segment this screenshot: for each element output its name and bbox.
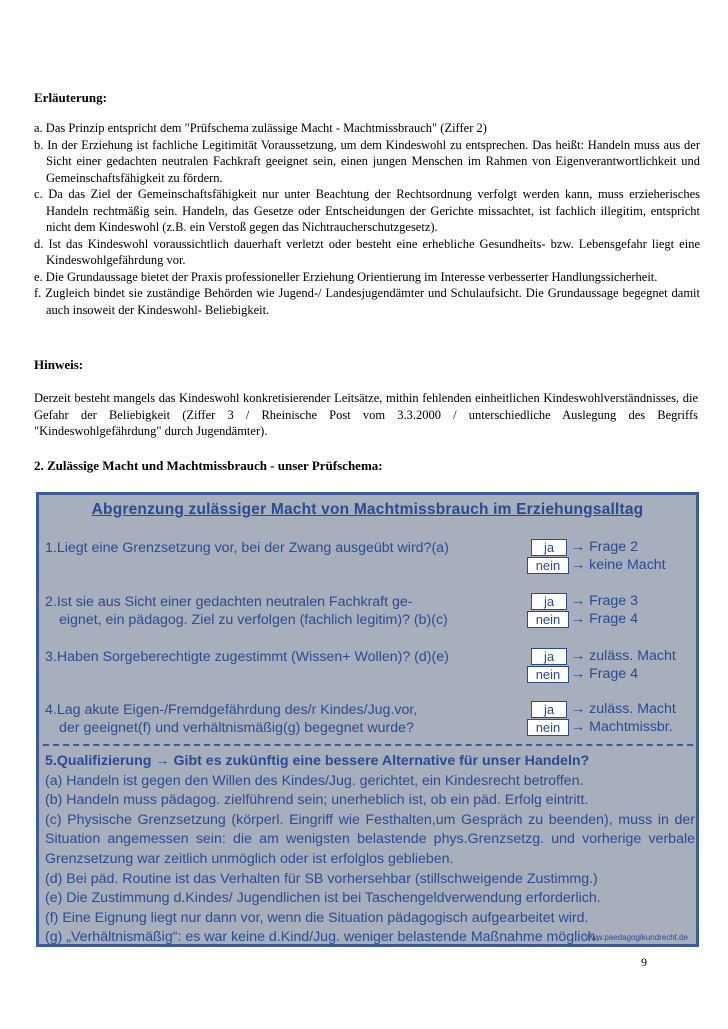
list-item: f. Zugleich bindet sie zuständige Behörden wie Jugend-/ Landesjugendämter und Schulaufsicht. Die Grundaussage begegnet damit auch insoweit der Kindeswohl- Beliebigkeit. bbox=[34, 286, 700, 317]
erlaeuterung-heading: Erläuterung: bbox=[34, 90, 107, 105]
answer-nein-row bbox=[527, 557, 697, 575]
schema-question-3 bbox=[45, 648, 449, 666]
ja-box: ja bbox=[531, 648, 567, 665]
nein-result: → Frage 4 bbox=[571, 611, 639, 627]
qualifizierung-heading: 5.Qualifizierung → Gibt es zukünftig eine bessere Alternative für unser Handeln? bbox=[45, 753, 590, 769]
qualifizierung-line: (f) Eine Eignung liegt nur dann vor, wenn die Situation pädagogisch aufgearbeitet wird. bbox=[45, 909, 589, 926]
qualifizierung-line: (d) Bei päd. Routine ist das Verhalten für SB vorhersehbar (stillschweigende Zustimmg.) bbox=[45, 870, 598, 887]
nein-result: → keine Macht bbox=[571, 557, 666, 573]
list-item: b. In der Erziehung ist fachliche Legitimität Voraussetzung, um dem Kindeswohl zu entsprechen. Das heißt: Handeln muss aus der Sicht einer gedachten neutralen Fachkraft geeignet sein, einen jungen Menschen im Rahmen von Eigenverantwortlichkeit und Gemeinschaftsfähigkeit zu fördern. bbox=[34, 137, 700, 185]
dashed-divider bbox=[43, 744, 693, 746]
list-item: c. Da das Ziel der Gemeinschaftsfähigkeit nur unter Beachtung der Rechtsordnung verfolgt werden kann, muss erzieherisches Handeln rechtmäßig sein. Handeln, das Gesetze oder Entscheidungen der Gerichte missachtet, ist fachlich illegitim, entspricht nicht dem Kindeswohl (z.B. ein Verstoß gegen das Nichtraucherschutzgesetz). bbox=[34, 187, 700, 234]
qualifizierung-line: (e) Die Zustimmung d.Kindes/ Jugendlichen ist bei Taschengeldverwendung erforderlich. bbox=[45, 890, 601, 907]
hinweis-heading: Hinweis: bbox=[34, 357, 84, 372]
watermark: www.paedagogikundrecht.de bbox=[585, 933, 688, 942]
answer-nein-row bbox=[527, 719, 697, 737]
nein-box: nein bbox=[527, 719, 569, 736]
hinweis-text: Derzeit besteht mangels das Kindeswohl konkretisierender Leitsätze, mithin fehlenden einheitlichen Kindeswohlverständnisses, die Gefahr der Beliebigkeit (Ziffer 3 / Rheinische Post vom 3.3.2000 / unterschiedliche Auslegung des Begriffs "Kindeswohlgefährdung" durch Jugendämter). bbox=[34, 391, 698, 438]
qualifizierung-line: (a) Handeln ist gegen den Willen des Kindes/Jug. gerichtet, ein Kindesrecht betroffen. bbox=[45, 772, 584, 789]
answer-ja-row bbox=[527, 539, 697, 557]
answer-group-1 bbox=[527, 539, 697, 575]
nein-box: nein bbox=[527, 611, 569, 628]
answer-ja-row bbox=[527, 648, 697, 666]
question-text: 4.Lag akute Eigen-/Fremdgefährdung des/r Kindes/Jug.vor, bbox=[45, 702, 418, 718]
nein-box: nein bbox=[527, 666, 569, 683]
answer-group-2 bbox=[527, 593, 697, 629]
qualifizierung-line: (b) Handeln muss pädagog. zielführend sein; unerheblich ist, ob ein päd. Erfolg eintritt. bbox=[45, 792, 589, 809]
ja-box: ja bbox=[531, 701, 567, 718]
question-text-cont: der geeignet(f) und verhältnismäßig(g) begegnet wurde? bbox=[59, 720, 414, 736]
answer-nein-row bbox=[527, 611, 697, 629]
answer-ja-row bbox=[527, 701, 697, 719]
ja-result: → Frage 2 bbox=[571, 539, 639, 555]
qualifizierung-line: (g) „Verhältnismäßig“: es war keine d.Kind/Jug. weniger belastende Maßnahme möglich. bbox=[45, 929, 600, 946]
qualifizierung-block bbox=[45, 752, 695, 948]
ja-box: ja bbox=[531, 539, 567, 556]
ja-box: ja bbox=[531, 593, 567, 610]
question-text: 3.Haben Sorgeberechtigte zugestimmt (Wissen+ Wollen)? (d)(e) bbox=[45, 649, 449, 665]
nein-result: → Machtmissbr. bbox=[571, 719, 673, 735]
question-text-cont: eignet, ein pädagog. Ziel zu verfolgen (fachlich legitim)? (b)(c) bbox=[59, 612, 448, 628]
list-item: e. Die Grundaussage bietet der Praxis professioneller Erziehung Orientierung im Interesse verbesserter Handlungssicherheit. bbox=[34, 269, 658, 284]
qualifizierung-line: (c) Physische Grenzsetzung (körperl. Eingriff wie Festhalten,um Gespräch zu beenden), muss in der Situation angemessen sein: die am wenigsten belastende phys.Grenzsetzg. und vorherige verbale Grenzsetzung war zeitlich unmöglich oder ist erfolglos geblieben. bbox=[45, 811, 695, 867]
nein-box: nein bbox=[527, 557, 569, 574]
answer-group-4 bbox=[527, 701, 697, 737]
nein-result: → Frage 4 bbox=[571, 666, 639, 682]
schema-question-4 bbox=[45, 701, 417, 737]
schema-question-2 bbox=[45, 593, 448, 629]
ja-result: → zuläss. Macht bbox=[571, 648, 676, 664]
list-item: a. Das Prinzip entspricht dem "Prüfschema zulässige Macht - Machtmissbrauch" (Ziffer 2) bbox=[34, 121, 487, 135]
answer-group-3 bbox=[527, 648, 697, 684]
answer-nein-row bbox=[527, 666, 697, 684]
section2-heading: 2. Zulässige Macht und Machtmissbrauch - unser Prüfschema: bbox=[34, 458, 383, 473]
erlaeuterung-list bbox=[34, 120, 700, 318]
schema-question-1 bbox=[45, 539, 449, 557]
ja-result: → zuläss. Macht bbox=[571, 701, 676, 717]
ja-result: → Frage 3 bbox=[571, 593, 639, 609]
schema-title: Abgrenzung zulässiger Macht von Machtmissbrauch im Erziehungsalltag bbox=[91, 501, 644, 518]
answer-ja-row bbox=[527, 593, 697, 611]
pruefschema-figure bbox=[36, 492, 699, 947]
question-text: 1.Liegt eine Grenzsetzung vor, bei der Zwang ausgeübt wird?(a) bbox=[45, 540, 449, 556]
question-text: 2.Ist sie aus Sicht einer gedachten neutralen Fachkraft ge- bbox=[45, 594, 413, 610]
page-number: 9 bbox=[641, 955, 647, 969]
list-item: d. Ist das Kindeswohl voraussichtlich dauerhaft verletzt oder besteht eine erhebliche Gesundheits- bzw. Lebensgefahr liegt eine Kindeswohlgefährdung vor. bbox=[34, 236, 700, 267]
